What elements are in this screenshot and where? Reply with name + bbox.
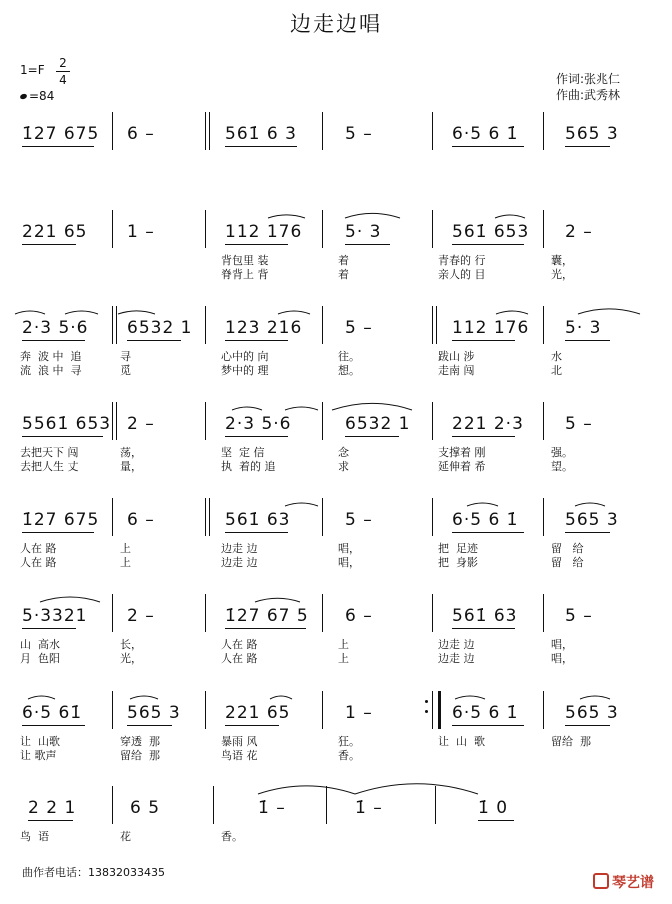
slur: [332, 403, 412, 410]
slur: [130, 696, 158, 699]
lyric-text: 让 山 歌: [438, 735, 485, 748]
lyric-text: 留给 那: [120, 749, 160, 762]
slur: [65, 311, 98, 314]
lyricist: 作词:张兆仁: [556, 72, 621, 86]
time-signature: [56, 56, 70, 87]
lyric-text: 鸟 语: [20, 830, 49, 843]
lyric-text: 坚 定 信: [221, 446, 265, 459]
lyric-text: 着: [338, 254, 349, 267]
slur: [345, 213, 400, 218]
logo-text: 琴艺谱: [612, 875, 654, 891]
measure-notes: 565 3: [127, 703, 181, 723]
measure-notes: 6 –: [127, 124, 155, 144]
tempo-marking: [20, 89, 54, 103]
slur: [118, 311, 155, 314]
lyric-text: 光，: [551, 268, 573, 281]
lyric-text: 把 身影: [438, 556, 478, 569]
measure-notes: 561̇ 63: [452, 606, 518, 626]
lyric-text: 去把天下 闯: [20, 446, 79, 459]
lyric-text: 山 高水: [20, 638, 60, 651]
lyric-text: 上: [120, 556, 131, 569]
lyric-text: 囊，: [551, 254, 573, 267]
measure-notes: 2 2 1: [28, 798, 77, 818]
lyric-text: 流 浪 中 寻: [20, 364, 82, 377]
measure-notes: 1̇ 0: [478, 798, 509, 818]
slur: [268, 215, 305, 218]
slur: [496, 311, 528, 314]
measure-notes: 2 –: [565, 222, 593, 242]
lyric-text: 量，: [120, 460, 142, 473]
lyric-text: 唱，: [338, 542, 360, 555]
measure-notes: 221 2·3: [452, 414, 524, 434]
measure-notes: 6 5: [130, 798, 161, 818]
measure-notes: 1̇27 675: [22, 510, 100, 530]
song-title: 边走边唱: [290, 12, 382, 36]
lyric-text: 香。: [221, 830, 243, 843]
slur: [40, 597, 100, 602]
measure-notes: 6532 1: [345, 414, 411, 434]
slur-group: [0, 703, 672, 743]
measure-notes: 1 –: [127, 222, 155, 242]
lyric-text: 寻: [120, 350, 131, 363]
slur: [232, 407, 262, 410]
lyric-text: 奔 波 中 追: [20, 350, 82, 363]
lyric-text: 香。: [338, 749, 360, 762]
lyric-text: 往。: [338, 350, 360, 363]
slur: [270, 696, 292, 699]
quarter-note-icon: [19, 93, 27, 100]
lyric-text: 上: [338, 652, 349, 665]
lyric-text: 穿透 那: [120, 735, 160, 748]
slur: [285, 407, 318, 410]
lyric-text: 跋山 涉: [438, 350, 475, 363]
lyric-text: 青春的 行: [438, 254, 486, 267]
measure-notes: 561̇ 6 3: [225, 124, 297, 144]
lyric-text: 边走 边: [221, 542, 258, 555]
lyric-text: 鸟语 花: [221, 749, 258, 762]
lyric-text: 暴雨 风: [221, 735, 258, 748]
measure-notes: 6·5 6 1̇: [452, 703, 519, 723]
lyric-text: 望。: [551, 460, 573, 473]
measure-notes: 561̇ 63: [225, 510, 291, 530]
slur-group: [0, 318, 672, 358]
measure-notes: 5 –: [565, 414, 593, 434]
slur: [578, 309, 640, 314]
slur: [455, 696, 485, 699]
time-signature-bottom: 4: [59, 73, 67, 87]
slur-group: [0, 606, 672, 646]
measure-notes: 6532 1: [127, 318, 193, 338]
measure-notes: 6·5 6 1̇: [452, 124, 519, 144]
lyric-text: 支撑着 刚: [438, 446, 486, 459]
measure-notes: 1̇27 675: [22, 124, 100, 144]
slur: [28, 696, 55, 699]
lyric-text: 梦中的 理: [221, 364, 269, 377]
lyric-text: 觅: [120, 364, 131, 377]
lyric-text: 背包里 装: [221, 254, 269, 267]
lyric-text: 上: [338, 638, 349, 651]
lyric-text: 亲人的 目: [438, 268, 486, 281]
measure-notes: 5 –: [345, 124, 373, 144]
key-signature: 1=F: [20, 63, 45, 77]
lyric-text: 留 给: [551, 542, 584, 555]
lyric-text: 上: [120, 542, 131, 555]
lyric-text: 念: [338, 446, 349, 459]
slur: [285, 503, 318, 506]
lyric-text: 把 足迹: [438, 542, 478, 555]
logo-icon: [593, 873, 609, 889]
lyric-text: 让 山歌: [20, 735, 60, 748]
composer-phone: 曲作者电话：13832033435: [22, 866, 165, 879]
measure-notes: 5561̇ 653: [22, 414, 112, 434]
lyric-text: 人在 路: [20, 556, 57, 569]
lyric-text: 边走 边: [438, 638, 475, 651]
tempo-value: =84: [29, 89, 55, 103]
lyric-text: 光，: [120, 652, 142, 665]
lyric-text: 求: [338, 460, 349, 473]
lyric-text: 北: [551, 364, 562, 377]
measure-notes: 6 –: [127, 510, 155, 530]
measure-notes: 565 3: [565, 510, 619, 530]
lyric-text: 水: [551, 350, 562, 363]
slur: [15, 311, 45, 314]
measure-notes: 112 176: [452, 318, 530, 338]
slur: [467, 503, 498, 506]
lyric-text: 月 色阳: [20, 652, 60, 665]
slur: [258, 786, 355, 794]
slur-group: [0, 510, 672, 550]
time-signature-top: 2: [59, 56, 67, 70]
lyric-text: 边走 边: [221, 556, 258, 569]
lyric-text: 荡，: [120, 446, 142, 459]
measure-notes: 221 65: [22, 222, 88, 242]
measure-notes: 1̇27 67 5: [225, 606, 309, 626]
lyric-text: 走南 闯: [438, 364, 475, 377]
slur-group: [0, 222, 672, 262]
measure-notes: 561̇ 653: [452, 222, 530, 242]
slur-group: [0, 414, 672, 454]
measure-notes: 5 –: [565, 606, 593, 626]
lyric-text: 边走 边: [438, 652, 475, 665]
lyric-text: 长，: [120, 638, 142, 651]
slur-group: [0, 124, 672, 164]
lyric-text: 留给 那: [551, 735, 591, 748]
slur: [278, 311, 310, 314]
lyric-text: 狂。: [338, 735, 360, 748]
slur: [355, 784, 478, 794]
lyric-text: 去把人生 丈: [20, 460, 79, 473]
measure-notes: 5 –: [345, 510, 373, 530]
lyric-text: 花: [120, 830, 131, 843]
composer: 作曲:武秀林: [556, 88, 621, 102]
site-logo: [593, 872, 654, 892]
measure-notes: 1̇ –: [258, 798, 286, 818]
lyric-text: 唱，: [338, 556, 360, 569]
measure-notes: 2·3 5·6: [225, 414, 292, 434]
measure-notes: 6·5 6 1̇: [452, 510, 519, 530]
measure-notes: 2 –: [127, 414, 155, 434]
lyric-text: 执 着的 追: [221, 460, 276, 473]
measure-notes: 221 65: [225, 703, 291, 723]
lyric-text: 人在 路: [221, 652, 258, 665]
measure-notes: 565 3: [565, 703, 619, 723]
slur-group: [0, 798, 672, 838]
measure-notes: 6·5 61̇: [22, 703, 83, 723]
slur: [255, 598, 300, 602]
lyric-text: 人在 路: [20, 542, 57, 555]
measure-notes: 565 3: [565, 124, 619, 144]
measure-notes: 5 –: [345, 318, 373, 338]
lyric-text: 着: [338, 268, 349, 281]
lyric-text: 想。: [338, 364, 360, 377]
measure-notes: 6 –: [345, 606, 373, 626]
lyric-text: 强。: [551, 446, 573, 459]
lyric-text: 心中的 向: [221, 350, 269, 363]
slur: [495, 215, 525, 218]
measure-notes: 5· 3: [345, 222, 382, 242]
measure-notes: 2 –: [127, 606, 155, 626]
lyric-text: 脊背上 背: [221, 268, 269, 281]
measure-notes: 2·3 5·6: [22, 318, 89, 338]
measure-notes: 5· 3: [565, 318, 602, 338]
lyric-text: 延伸着 希: [438, 460, 486, 473]
measure-notes: 112 176: [225, 222, 303, 242]
measure-notes: 123 216: [225, 318, 303, 338]
measure-notes: 1̇ –: [355, 798, 383, 818]
credits: [556, 71, 620, 103]
slur: [580, 696, 610, 699]
lyric-text: 唱，: [551, 638, 573, 651]
measure-notes: 1 –: [345, 703, 373, 723]
measure-notes: 5·3321: [22, 606, 88, 626]
lyric-text: 留 给: [551, 556, 584, 569]
lyric-text: 人在 路: [221, 638, 258, 651]
lyric-text: 让 歌声: [20, 749, 57, 762]
lyric-text: 唱，: [551, 652, 573, 665]
slur: [575, 503, 605, 506]
